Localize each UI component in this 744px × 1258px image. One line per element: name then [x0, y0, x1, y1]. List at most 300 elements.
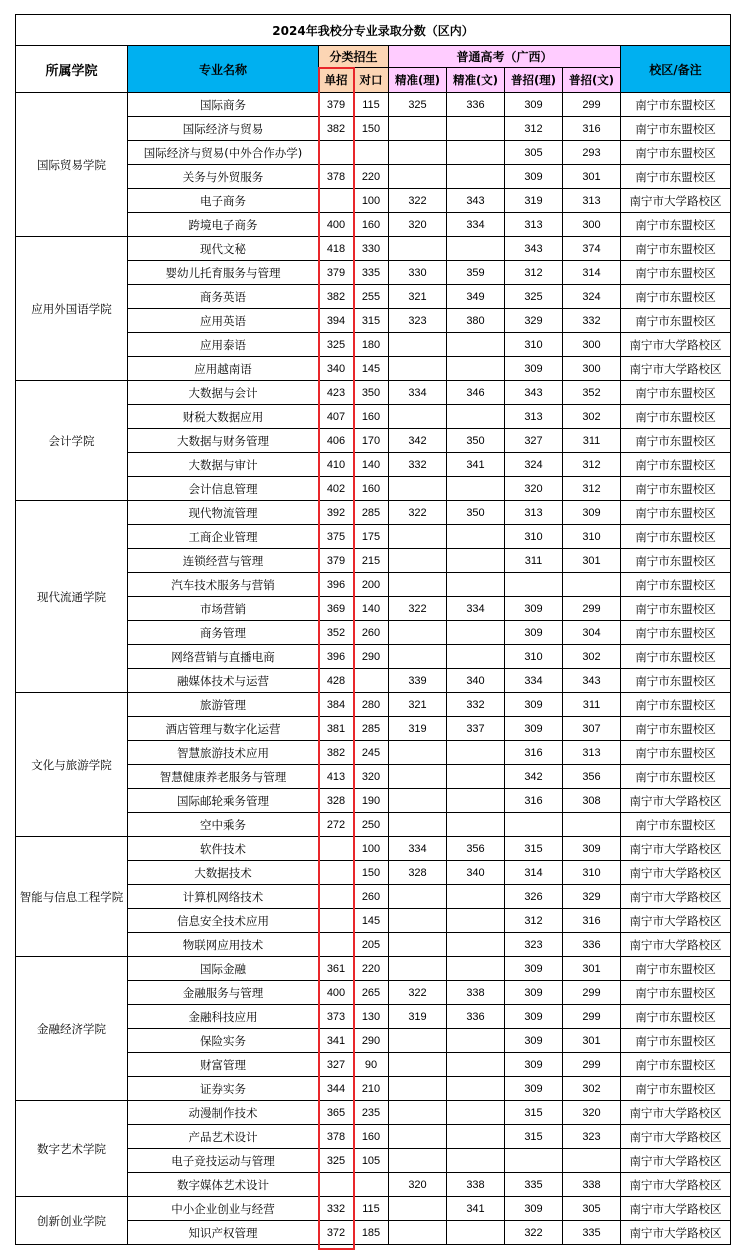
campus: 南宁市东盟校区: [621, 141, 731, 165]
duikou-score: 290: [354, 1029, 389, 1053]
duikou-score: 285: [354, 717, 389, 741]
pz-wen-score: 329: [563, 885, 621, 909]
college-name: 现代流通学院: [16, 501, 128, 693]
pz-li-score: 335: [505, 1173, 563, 1197]
campus: 南宁市大学路校区: [621, 837, 731, 861]
pz-li-score: 310: [505, 333, 563, 357]
pz-wen-score: 356: [563, 765, 621, 789]
jz-wen-score: [447, 237, 505, 261]
jz-li-score: [389, 1149, 447, 1173]
campus: 南宁市大学路校区: [621, 1125, 731, 1149]
jz-li-score: 319: [389, 1005, 447, 1029]
table-row: [16, 501, 731, 525]
header-jz-wen: 精准(文): [447, 68, 505, 93]
jz-wen-score: [447, 765, 505, 789]
danzhao-score: [319, 885, 354, 909]
danzhao-score: 400: [319, 981, 354, 1005]
pz-wen-score: 299: [563, 981, 621, 1005]
campus: 南宁市东盟校区: [621, 285, 731, 309]
pz-wen-score: 302: [563, 645, 621, 669]
jz-li-score: 334: [389, 381, 447, 405]
pz-wen-score: 324: [563, 285, 621, 309]
danzhao-score: 423: [319, 381, 354, 405]
jz-li-score: 322: [389, 189, 447, 213]
major: 软件技术: [128, 837, 319, 861]
jz-li-score: [389, 549, 447, 573]
jz-wen-score: 340: [447, 669, 505, 693]
campus: 南宁市东盟校区: [621, 1077, 731, 1101]
jz-li-score: 339: [389, 669, 447, 693]
jz-li-score: [389, 573, 447, 597]
duikou-score: 330: [354, 237, 389, 261]
danzhao-score: 365: [319, 1101, 354, 1125]
duikou-score: 190: [354, 789, 389, 813]
duikou-score: 215: [354, 549, 389, 573]
danzhao-score: 382: [319, 117, 354, 141]
pz-li-score: 315: [505, 1101, 563, 1125]
pz-li-score: 305: [505, 141, 563, 165]
duikou-score: 115: [354, 1197, 389, 1221]
header-major: 专业名称: [128, 46, 319, 93]
jz-li-score: 322: [389, 981, 447, 1005]
major: 信息安全技术应用: [128, 909, 319, 933]
pz-li-score: 316: [505, 741, 563, 765]
danzhao-score: 381: [319, 717, 354, 741]
danzhao-score: 428: [319, 669, 354, 693]
campus: 南宁市大学路校区: [621, 189, 731, 213]
duikou-score: 160: [354, 213, 389, 237]
jz-wen-score: [447, 1053, 505, 1077]
campus: 南宁市东盟校区: [621, 957, 731, 981]
jz-li-score: [389, 1221, 447, 1245]
campus: 南宁市东盟校区: [621, 165, 731, 189]
pz-wen-score: 308: [563, 789, 621, 813]
danzhao-score: 413: [319, 765, 354, 789]
danzhao-score: 325: [319, 333, 354, 357]
pz-li-score: 322: [505, 1221, 563, 1245]
pz-li-score: 327: [505, 429, 563, 453]
major: 保险实务: [128, 1029, 319, 1053]
pz-wen-score: 343: [563, 669, 621, 693]
campus: 南宁市大学路校区: [621, 1197, 731, 1221]
jz-wen-score: 356: [447, 837, 505, 861]
campus: 南宁市大学路校区: [621, 357, 731, 381]
jz-li-score: [389, 957, 447, 981]
duikou-score: 160: [354, 477, 389, 501]
jz-wen-score: 341: [447, 1197, 505, 1221]
pz-li-score: 309: [505, 957, 563, 981]
campus: 南宁市东盟校区: [621, 645, 731, 669]
jz-li-score: [389, 885, 447, 909]
pz-wen-score: 312: [563, 477, 621, 501]
danzhao-score: [319, 861, 354, 885]
jz-li-score: [389, 405, 447, 429]
pz-wen-score: 293: [563, 141, 621, 165]
pz-wen-score: [563, 1149, 621, 1173]
jz-wen-score: [447, 1077, 505, 1101]
duikou-score: 150: [354, 117, 389, 141]
jz-li-score: [389, 357, 447, 381]
duikou-score: 320: [354, 765, 389, 789]
pz-li-score: 309: [505, 357, 563, 381]
campus: 南宁市东盟校区: [621, 813, 731, 837]
campus: 南宁市东盟校区: [621, 597, 731, 621]
duikou-score: 170: [354, 429, 389, 453]
danzhao-score: 394: [319, 309, 354, 333]
duikou-score: 290: [354, 645, 389, 669]
college-name: 智能与信息工程学院: [16, 837, 128, 957]
danzhao-score: 378: [319, 1125, 354, 1149]
jz-wen-score: [447, 1221, 505, 1245]
major: 大数据技术: [128, 861, 319, 885]
danzhao-score: 382: [319, 285, 354, 309]
major: 连锁经营与管理: [128, 549, 319, 573]
jz-wen-score: 334: [447, 213, 505, 237]
pz-li-score: 326: [505, 885, 563, 909]
major: 商务英语: [128, 285, 319, 309]
campus: 南宁市东盟校区: [621, 1029, 731, 1053]
header-pz-li: 普招(理): [505, 68, 563, 93]
pz-wen-score: 335: [563, 1221, 621, 1245]
pz-li-score: 309: [505, 597, 563, 621]
jz-wen-score: 350: [447, 429, 505, 453]
major: 现代物流管理: [128, 501, 319, 525]
duikou-score: 220: [354, 957, 389, 981]
danzhao-score: 332: [319, 1197, 354, 1221]
pz-li-score: 342: [505, 765, 563, 789]
pz-wen-score: 311: [563, 429, 621, 453]
pz-li-score: 309: [505, 1077, 563, 1101]
table-row: [16, 1101, 731, 1125]
pz-li-score: 309: [505, 165, 563, 189]
campus: 南宁市大学路校区: [621, 861, 731, 885]
jz-wen-score: [447, 1125, 505, 1149]
pz-wen-score: 305: [563, 1197, 621, 1221]
jz-wen-score: 350: [447, 501, 505, 525]
danzhao-score: [319, 909, 354, 933]
jz-wen-score: 349: [447, 285, 505, 309]
jz-wen-score: 346: [447, 381, 505, 405]
jz-wen-score: [447, 621, 505, 645]
danzhao-score: 272: [319, 813, 354, 837]
campus: 南宁市东盟校区: [621, 453, 731, 477]
campus: 南宁市大学路校区: [621, 885, 731, 909]
danzhao-score: 396: [319, 645, 354, 669]
pz-wen-score: 299: [563, 597, 621, 621]
jz-li-score: [389, 741, 447, 765]
jz-li-score: [389, 117, 447, 141]
jz-li-score: 321: [389, 285, 447, 309]
campus: 南宁市大学路校区: [621, 789, 731, 813]
pz-wen-score: 299: [563, 1053, 621, 1077]
pz-wen-score: 311: [563, 693, 621, 717]
jz-wen-score: 380: [447, 309, 505, 333]
danzhao-score: 410: [319, 453, 354, 477]
pz-wen-score: 307: [563, 717, 621, 741]
jz-wen-score: 332: [447, 693, 505, 717]
campus: 南宁市东盟校区: [621, 525, 731, 549]
major: 融媒体技术与运营: [128, 669, 319, 693]
pz-wen-score: 332: [563, 309, 621, 333]
campus: 南宁市东盟校区: [621, 1053, 731, 1077]
pz-li-score: [505, 573, 563, 597]
jz-li-score: 328: [389, 861, 447, 885]
admission-score-table: [15, 14, 731, 1245]
campus: 南宁市东盟校区: [621, 429, 731, 453]
header-pz-wen: 普招(文): [563, 68, 621, 93]
jz-li-score: [389, 1125, 447, 1149]
duikou-score: 350: [354, 381, 389, 405]
major: 婴幼儿托育服务与管理: [128, 261, 319, 285]
jz-wen-score: 359: [447, 261, 505, 285]
danzhao-score: 407: [319, 405, 354, 429]
danzhao-score: 328: [319, 789, 354, 813]
duikou-score: 175: [354, 525, 389, 549]
jz-wen-score: 336: [447, 1005, 505, 1029]
pz-wen-score: 300: [563, 333, 621, 357]
pz-wen-score: 313: [563, 189, 621, 213]
pz-li-score: 319: [505, 189, 563, 213]
pz-li-score: 309: [505, 693, 563, 717]
header-campus: 校区/备注: [621, 46, 731, 93]
duikou-score: 205: [354, 933, 389, 957]
danzhao-score: 373: [319, 1005, 354, 1029]
pz-wen-score: 312: [563, 453, 621, 477]
pz-li-score: 334: [505, 669, 563, 693]
jz-li-score: [389, 645, 447, 669]
pz-li-score: 312: [505, 261, 563, 285]
campus: 南宁市东盟校区: [621, 621, 731, 645]
duikou-score: [354, 141, 389, 165]
danzhao-score: 392: [319, 501, 354, 525]
duikou-score: [354, 669, 389, 693]
pz-li-score: 324: [505, 453, 563, 477]
jz-li-score: [389, 1197, 447, 1221]
duikou-score: 245: [354, 741, 389, 765]
pz-li-score: 309: [505, 1053, 563, 1077]
duikou-score: 150: [354, 861, 389, 885]
pz-li-score: 313: [505, 501, 563, 525]
major: 跨境电子商务: [128, 213, 319, 237]
major: 金融服务与管理: [128, 981, 319, 1005]
pz-wen-score: 314: [563, 261, 621, 285]
duikou-score: 280: [354, 693, 389, 717]
college-name: 文化与旅游学院: [16, 693, 128, 837]
pz-wen-score: 310: [563, 525, 621, 549]
pz-li-score: 309: [505, 93, 563, 117]
college-name: 金融经济学院: [16, 957, 128, 1101]
pz-wen-score: 301: [563, 165, 621, 189]
duikou-score: 90: [354, 1053, 389, 1077]
major: 证券实务: [128, 1077, 319, 1101]
danzhao-score: 382: [319, 741, 354, 765]
danzhao-score: [319, 189, 354, 213]
pz-li-score: 315: [505, 837, 563, 861]
pz-li-score: 320: [505, 477, 563, 501]
pz-li-score: 310: [505, 525, 563, 549]
pz-wen-score: [563, 573, 621, 597]
pz-li-score: 311: [505, 549, 563, 573]
jz-li-score: [389, 141, 447, 165]
admission-score-table-container: [15, 14, 731, 1245]
pz-wen-score: 352: [563, 381, 621, 405]
campus: 南宁市东盟校区: [621, 1005, 731, 1029]
pz-li-score: 309: [505, 717, 563, 741]
campus: 南宁市东盟校区: [621, 669, 731, 693]
major: 市场营销: [128, 597, 319, 621]
pz-li-score: 309: [505, 1005, 563, 1029]
jz-wen-score: 340: [447, 861, 505, 885]
jz-li-score: [389, 333, 447, 357]
jz-wen-score: 343: [447, 189, 505, 213]
jz-wen-score: [447, 525, 505, 549]
major: 计算机网络技术: [128, 885, 319, 909]
danzhao-score: 378: [319, 165, 354, 189]
major: 数字媒体艺术设计: [128, 1173, 319, 1197]
pz-li-score: 314: [505, 861, 563, 885]
major: 智慧健康养老服务与管理: [128, 765, 319, 789]
danzhao-score: 327: [319, 1053, 354, 1077]
pz-li-score: 325: [505, 285, 563, 309]
college-name: 创新创业学院: [16, 1197, 128, 1245]
pz-li-score: 343: [505, 381, 563, 405]
danzhao-score: 406: [319, 429, 354, 453]
pz-wen-score: 300: [563, 357, 621, 381]
major: 动漫制作技术: [128, 1101, 319, 1125]
duikou-score: 265: [354, 981, 389, 1005]
pz-wen-score: 323: [563, 1125, 621, 1149]
duikou-score: 250: [354, 813, 389, 837]
jz-li-score: 342: [389, 429, 447, 453]
campus: 南宁市东盟校区: [621, 213, 731, 237]
major: 现代文秘: [128, 237, 319, 261]
jz-li-score: [389, 165, 447, 189]
jz-wen-score: 338: [447, 1173, 505, 1197]
duikou-score: 185: [354, 1221, 389, 1245]
duikou-score: 140: [354, 453, 389, 477]
header-danzhao: 单招: [319, 68, 354, 93]
danzhao-score: 361: [319, 957, 354, 981]
campus: 南宁市大学路校区: [621, 1173, 731, 1197]
header-gaokao: 普通高考（广西）: [389, 46, 621, 68]
pz-li-score: 329: [505, 309, 563, 333]
jz-wen-score: [447, 1101, 505, 1125]
major: 商务管理: [128, 621, 319, 645]
pz-li-score: 312: [505, 117, 563, 141]
jz-wen-score: [447, 645, 505, 669]
pz-li-score: 309: [505, 1029, 563, 1053]
duikou-score: 100: [354, 837, 389, 861]
jz-wen-score: [447, 933, 505, 957]
campus: 南宁市大学路校区: [621, 1221, 731, 1245]
duikou-score: 105: [354, 1149, 389, 1173]
major: 产品艺术设计: [128, 1125, 319, 1149]
jz-li-score: [389, 813, 447, 837]
danzhao-score: 400: [319, 213, 354, 237]
danzhao-score: 396: [319, 573, 354, 597]
campus: 南宁市东盟校区: [621, 741, 731, 765]
pz-wen-score: 302: [563, 405, 621, 429]
jz-li-score: [389, 1101, 447, 1125]
duikou-score: 255: [354, 285, 389, 309]
jz-wen-score: [447, 741, 505, 765]
pz-wen-score: 313: [563, 741, 621, 765]
pz-wen-score: 301: [563, 549, 621, 573]
jz-wen-score: 338: [447, 981, 505, 1005]
major: 国际商务: [128, 93, 319, 117]
jz-wen-score: 336: [447, 93, 505, 117]
major: 金融科技应用: [128, 1005, 319, 1029]
jz-li-score: [389, 1077, 447, 1101]
header-college: 所属学院: [16, 46, 128, 93]
major: 应用英语: [128, 309, 319, 333]
campus: 南宁市东盟校区: [621, 117, 731, 141]
danzhao-score: 384: [319, 693, 354, 717]
jz-li-score: 332: [389, 453, 447, 477]
pz-wen-score: 316: [563, 909, 621, 933]
pz-li-score: [505, 813, 563, 837]
header-classified: 分类招生: [319, 46, 389, 68]
pz-li-score: 313: [505, 405, 563, 429]
major: 网络营销与直播电商: [128, 645, 319, 669]
campus: 南宁市东盟校区: [621, 549, 731, 573]
duikou-score: 285: [354, 501, 389, 525]
table-row: [16, 93, 731, 117]
campus: 南宁市东盟校区: [621, 693, 731, 717]
jz-wen-score: [447, 405, 505, 429]
jz-wen-score: [447, 1149, 505, 1173]
duikou-score: 145: [354, 909, 389, 933]
major: 大数据与审计: [128, 453, 319, 477]
table-row: [16, 837, 731, 861]
danzhao-score: 372: [319, 1221, 354, 1245]
major: 会计信息管理: [128, 477, 319, 501]
college-name: 数字艺术学院: [16, 1101, 128, 1197]
campus: 南宁市大学路校区: [621, 933, 731, 957]
pz-wen-score: 300: [563, 213, 621, 237]
danzhao-score: 379: [319, 549, 354, 573]
table-title: 2024年我校分专业录取分数（区内）: [16, 15, 731, 46]
jz-li-score: 319: [389, 717, 447, 741]
jz-wen-score: [447, 477, 505, 501]
duikou-score: 315: [354, 309, 389, 333]
danzhao-score: [319, 141, 354, 165]
jz-li-score: 322: [389, 597, 447, 621]
pz-wen-score: [563, 813, 621, 837]
major: 物联网应用技术: [128, 933, 319, 957]
major: 大数据与会计: [128, 381, 319, 405]
pz-wen-score: 316: [563, 117, 621, 141]
danzhao-score: 369: [319, 597, 354, 621]
danzhao-score: 375: [319, 525, 354, 549]
pz-wen-score: 299: [563, 93, 621, 117]
pz-li-score: 316: [505, 789, 563, 813]
jz-wen-score: 341: [447, 453, 505, 477]
campus: 南宁市东盟校区: [621, 261, 731, 285]
danzhao-score: [319, 1173, 354, 1197]
pz-li-score: 343: [505, 237, 563, 261]
duikou-score: 260: [354, 621, 389, 645]
jz-wen-score: [447, 957, 505, 981]
jz-wen-score: [447, 1029, 505, 1053]
jz-li-score: [389, 789, 447, 813]
jz-li-score: 320: [389, 213, 447, 237]
duikou-score: 145: [354, 357, 389, 381]
jz-li-score: 330: [389, 261, 447, 285]
pz-li-score: [505, 1149, 563, 1173]
pz-li-score: 310: [505, 645, 563, 669]
duikou-score: 130: [354, 1005, 389, 1029]
